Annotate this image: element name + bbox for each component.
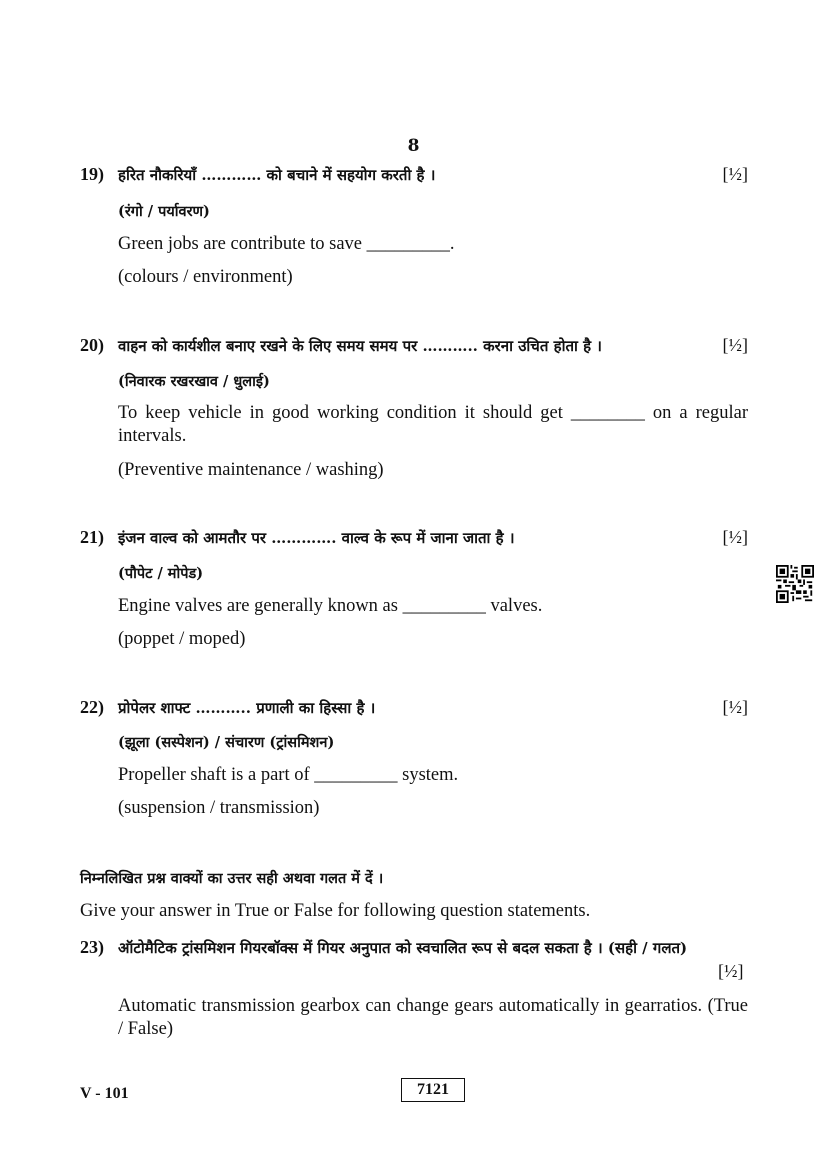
english-options: (Preventive maintenance / washing) [118, 460, 384, 480]
question-23 [80, 937, 748, 958]
marks: [½] [722, 335, 748, 355]
question-hindi: प्रोपेलर शाफ्ट ……….. प्रणाली का हिस्सा है । [118, 699, 376, 717]
question-19 [80, 164, 748, 185]
question-english: To keep vehicle in good working condition it should get ________ on a regular intervals. [118, 403, 748, 446]
question-english: Automatic transmission gearbox can change gears automatically in gearratios. (True / False) [118, 996, 748, 1039]
paper-code-box: 7121 [401, 1078, 465, 1102]
question-number: 19) [80, 164, 104, 184]
question-22 [80, 697, 748, 718]
question-hindi: इंजन वाल्व को आमतौर पर …………. वाल्व के रूप में जाना जाता है । [118, 529, 515, 547]
marks: [½] [718, 961, 744, 981]
question-number: 20) [80, 335, 104, 355]
question-number: 21) [80, 527, 104, 547]
hindi-options: (झूला (सस्पेशन) / संचारण (ट्रांसमिशन) [118, 734, 335, 751]
question-20 [80, 335, 748, 356]
english-options: (colours / environment) [118, 267, 293, 287]
english-options: (suspension / transmission) [118, 798, 320, 818]
marks: [½] [722, 164, 748, 184]
marks: [½] [722, 527, 748, 547]
qr-code-icon [776, 565, 814, 603]
question-number: 22) [80, 697, 104, 717]
question-english: Engine valves are generally known as _________ valves. [118, 596, 543, 616]
question-hindi: वाहन को कार्यशील बनाए रखने के लिए समय समय पर ……….. करना उचित होता है । [118, 337, 602, 355]
question-english: Green jobs are contribute to save _________. [118, 234, 455, 254]
hindi-options: (रंगो / पर्यावरण) [118, 203, 210, 220]
hindi-options: (निवारक रखरखाव / धुलाई) [118, 373, 270, 390]
section-instruction-english: Give your answer in True or False for following question statements. [80, 901, 591, 921]
question-english: Propeller shaft is a part of _________ system. [118, 765, 459, 785]
english-options: (poppet / moped) [118, 629, 246, 649]
hindi-options: (पौपेट / मोपेड) [118, 565, 204, 582]
series-code: V - 101 [80, 1085, 129, 1102]
page-number: 8 [407, 136, 420, 156]
section-instruction-hindi: निम्नलिखित प्रश्न वाक्यों का उत्तर सही अथवा गलत में दें । [80, 870, 384, 887]
question-number: 23) [80, 937, 104, 957]
marks: [½] [722, 697, 748, 717]
question-hindi: ऑटोमैटिक ट्रांसमिशन गियरबॉक्स में गियर अनुपात को स्वचालित रूप से बदल सकता है । (सही / गलत) [118, 939, 688, 957]
question-hindi: हरित नौकरियाँ ………… को बचाने में सहयोग करती है । [118, 166, 436, 184]
question-21 [80, 527, 748, 548]
